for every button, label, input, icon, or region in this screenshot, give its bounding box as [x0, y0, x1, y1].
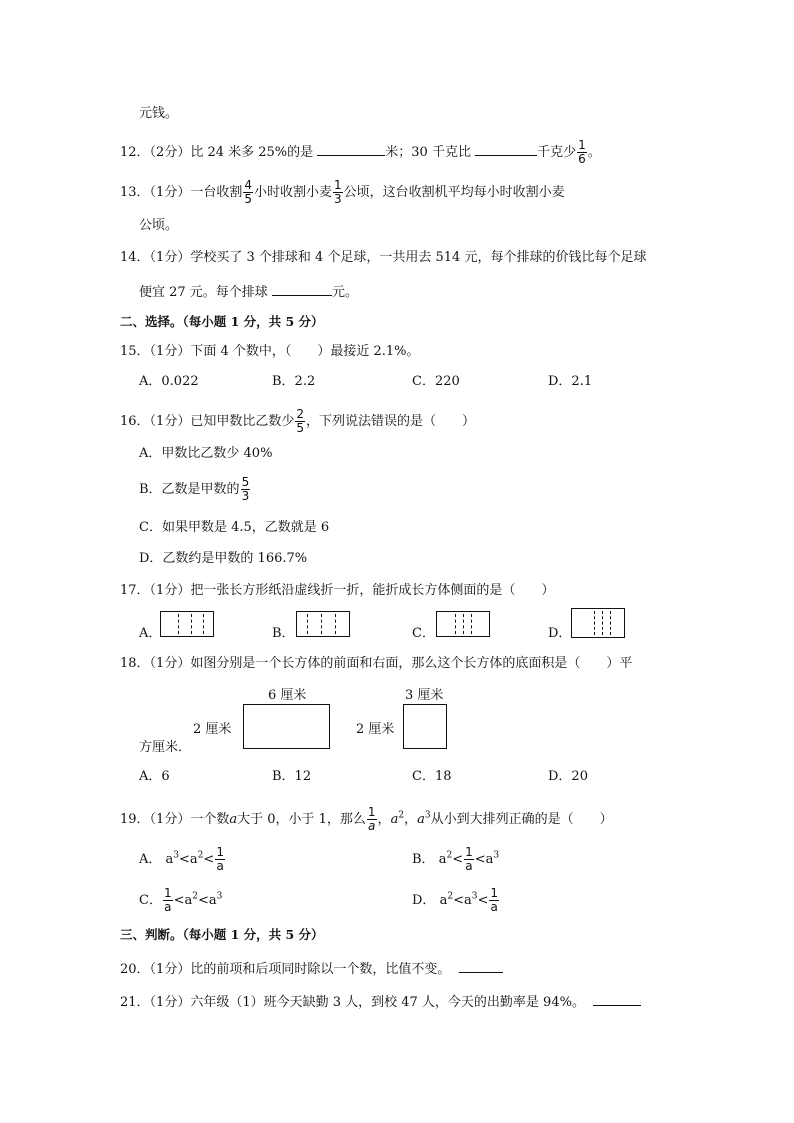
q17-figure-d [571, 608, 625, 638]
q19-fraction: $\frac{1}{a}$ [367, 805, 376, 833]
q19-variable: a [229, 812, 238, 827]
q15-stem: 15．（1分）下面 4 个数中，（ ）最接近 2.1%。 [120, 344, 420, 359]
q13-fraction-2: $\frac{1}{3}$ [333, 178, 342, 206]
q21-blank[interactable] [593, 993, 641, 1006]
q18-option-b[interactable]: B．12 [272, 769, 312, 784]
q16-option-a[interactable]: A．甲数比乙数少 40% [139, 446, 273, 461]
q18-front-face [243, 704, 330, 749]
q17-option-b[interactable]: B． [272, 626, 295, 641]
q19-option-d-label: D． [412, 893, 436, 908]
q18-fig1-top-label: 6 厘米 [268, 688, 307, 703]
q19-text: 19．（1分）一个数 [120, 812, 230, 827]
q14-text: 便宜 27 元。每个排球 [139, 285, 272, 300]
q14-text-suffix: 元。 [331, 285, 358, 300]
q17-figure-c [436, 611, 490, 637]
q15-option-d[interactable]: D．2.1 [548, 374, 593, 389]
q21-text: 21．（1分）六年级（1）班今天缺勤 3 人，到校 47 人，今天的出勤率是 94%。 [120, 995, 585, 1010]
q20-blank[interactable] [459, 960, 503, 973]
q19-text-mid: 大于 0，小于 1，那么 [237, 812, 366, 827]
q15-option-a[interactable]: A．0.022 [139, 374, 199, 389]
q19-option-a-expr: $a^3<a^2<$ $\frac{1}{a}$ [161, 845, 224, 873]
section-2-heading: 二、选择。（每小题 1 分，共 5 分） [120, 314, 324, 329]
q12-text-tail: 千克少 [537, 145, 577, 160]
q19-option-b-expr: $a^2<$ $\frac{1}{a}$ $<a^3$ [434, 845, 500, 873]
q14-line-1: 14．（1分）学校买了 3 个排球和 4 个足球，一共用去 514 元，每个排球的价钱比每个足球 [120, 250, 647, 265]
q16-text-suffix: ，下列说法错误的是（ ） [305, 414, 475, 429]
q15-option-c[interactable]: C．220 [412, 374, 460, 389]
section-3-heading: 三、判断。（每小题 1 分，共 5 分） [120, 927, 324, 942]
q18-fig2-left-label: 2 厘米 [356, 722, 395, 737]
question-13 [120, 179, 565, 206]
q19-option-c-expr: $\frac{1}{a}$ $<a^2<a^3$ [163, 886, 223, 914]
q19-option-d-expr: $a^2<a^3<$ $\frac{1}{a}$ [435, 886, 498, 914]
q12-blank-1[interactable] [317, 143, 385, 156]
q19-text-suffix: 从小到大排列正确的是（ ） [430, 812, 613, 827]
q17-option-d[interactable]: D． [548, 626, 572, 641]
q14-line-2 [139, 283, 358, 301]
q12-fraction: $\frac{1}{6}$ [578, 138, 586, 166]
q12-text-mid: 米；30 千克比 [385, 145, 476, 160]
q12-blank-2[interactable] [475, 143, 537, 156]
q18-stem: 18．（1分）如图分别是一个长方体的前面和右面，那么这个长方体的底面积是（ ）平 [120, 656, 633, 671]
q19-option-c[interactable] [139, 887, 222, 914]
q19-option-a-label: A． [139, 852, 162, 867]
question-12 [120, 139, 601, 166]
q13-line-2 [139, 217, 178, 234]
q18-option-d[interactable]: D．20 [548, 769, 588, 784]
question-20 [120, 960, 503, 978]
q15-option-b[interactable]: B．2.2 [272, 374, 316, 389]
q19-option-b-label: B． [412, 852, 435, 867]
q13-line2-text: 公顷。 [139, 218, 179, 233]
q13-text: 13．（1分）一台收割 [120, 185, 243, 200]
q16-option-b-fraction: $\frac{5}{3}$ [241, 475, 250, 503]
q16-fraction: $\frac{2}{5}$ [296, 407, 304, 435]
q16-option-b-text: B．乙数是甲数的 [139, 482, 240, 497]
q17-figure-a [160, 611, 214, 637]
q17-option-a[interactable]: A． [139, 626, 162, 641]
q19-stem [120, 806, 613, 833]
q18-option-c[interactable]: C．18 [412, 769, 452, 784]
q18-right-face [403, 704, 447, 749]
q14-blank[interactable] [272, 283, 332, 296]
q18-line-2: 方厘米． [139, 740, 192, 755]
q16-stem [120, 408, 475, 435]
q17-stem: 17．（1分）把一张长方形纸沿虚线折一折，能折成长方体侧面的是（ ） [120, 583, 555, 598]
question-21 [120, 993, 641, 1011]
q12-end: 。 [587, 145, 601, 160]
q19-option-c-label: C． [139, 893, 162, 908]
q13-text-mid1: 小时收割小麦 [253, 185, 332, 200]
q16-option-c[interactable]: C．如果甲数是 4.5，乙数就是 6 [139, 520, 330, 535]
q19-option-a[interactable] [139, 846, 226, 873]
q18-fig2-top-label: 3 厘米 [405, 688, 444, 703]
q19-powers: ，$a^2$，$a^3$ [377, 810, 431, 827]
q17-option-c[interactable]: C． [412, 626, 435, 641]
q17-figure-b [296, 611, 350, 637]
q16-text: 16．（1分）已知甲数比乙数少 [120, 414, 295, 429]
q11-continuation: 元钱。 [139, 106, 179, 121]
q12-text: 12．（2分）比 24 米多 25%的是 [120, 145, 318, 160]
q13-text-mid2: 公顷，这台收割机平均每小时收割小麦 [343, 185, 565, 200]
q19-option-d[interactable] [412, 887, 500, 914]
q16-option-d[interactable]: D．乙数约是甲数的 166.7% [139, 551, 308, 566]
q18-option-a[interactable]: A．6 [139, 769, 170, 784]
q20-text: 20．（1分）比的前项和后项同时除以一个数，比值不变。 [120, 962, 451, 977]
q13-fraction-1: $\frac{4}{5}$ [244, 178, 252, 206]
q19-option-b[interactable] [412, 846, 499, 873]
q16-option-b[interactable] [139, 476, 251, 503]
q18-fig1-left-label: 2 厘米 [193, 722, 232, 737]
